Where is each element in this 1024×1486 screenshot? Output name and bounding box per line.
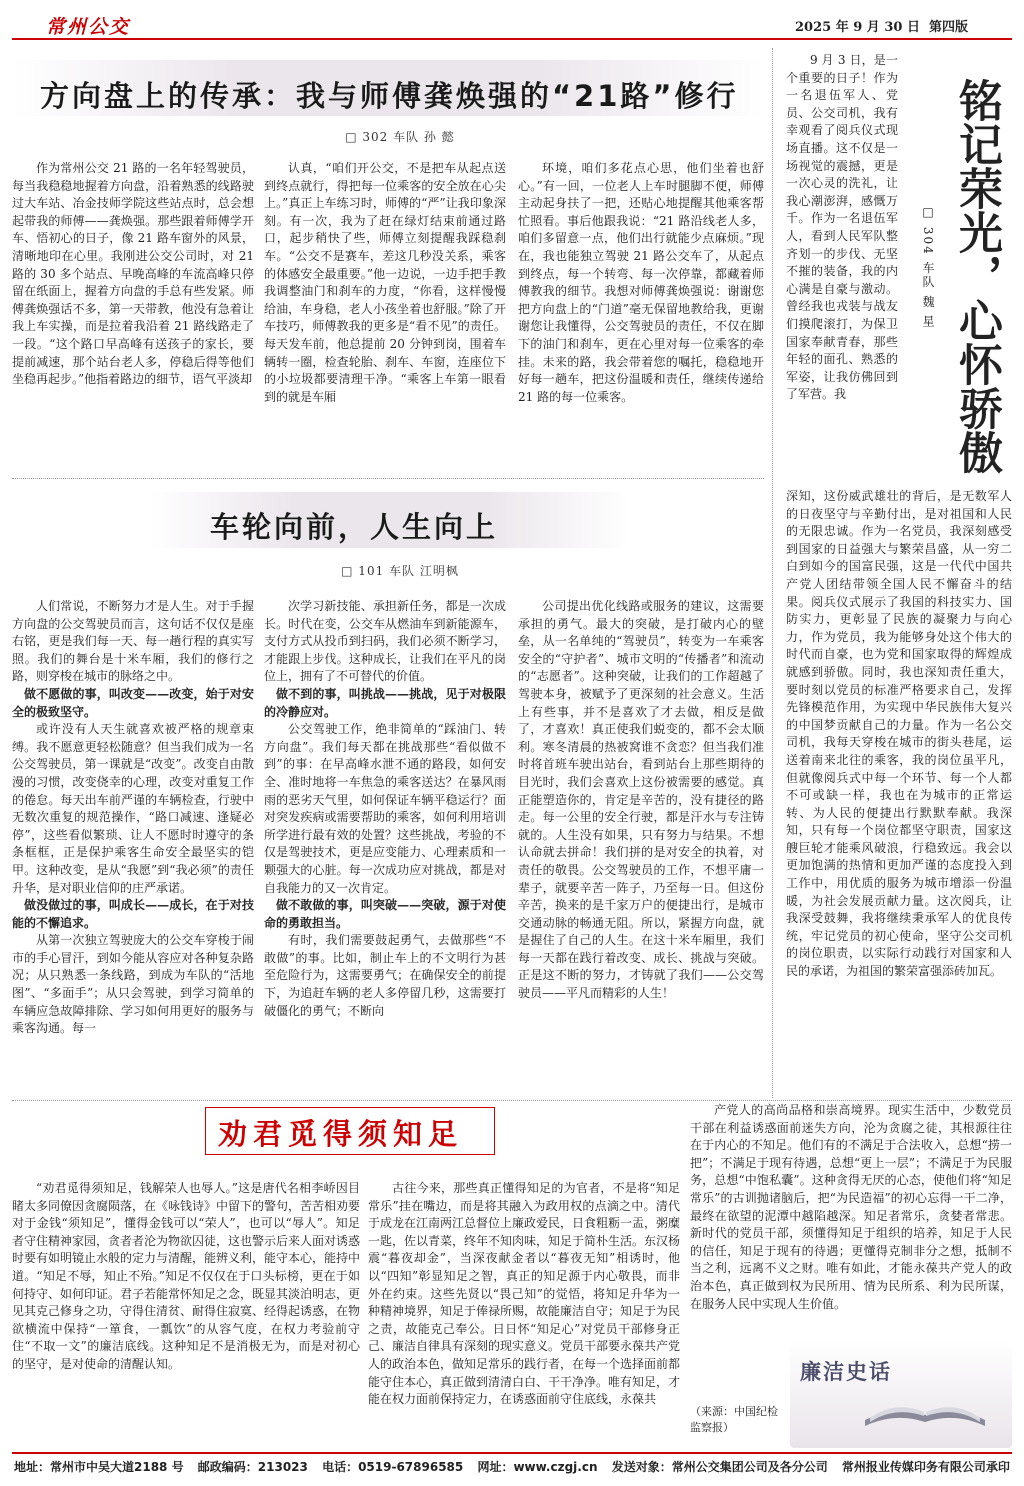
footer-distribution: 发送对象：常州公交集团公司及各分公司 <box>611 1460 828 1474</box>
article-2-title: 车轮向前，人生向上 <box>210 510 499 544</box>
badge-label: 廉洁史话 <box>800 1360 892 1384</box>
article-2-subhead-2: 做没做过的事，叫成长——成长，在于对技能的不懈追求。 <box>12 898 254 930</box>
article-2-col1-tail: 从第一次独立驾驶庞大的公交车穿梭于闹市的手心冒汗，到如今能从容应对各种复杂路况；从只熟悉一条线路，到成为车队的“活地图”、“多面手”；从只会驾驶，到学习简单的车辆应急故障排除、学习如何用更好的服务与乘客沟通。每一 <box>12 933 254 1036</box>
clean-history-badge <box>790 1340 1012 1448</box>
article-2-col1 <box>12 598 254 1092</box>
article-1-divider <box>12 478 764 479</box>
footer-rule <box>12 1452 1012 1454</box>
article-2-col2-tail: 有时，我们需要鼓起勇气，去做那些“不敢做”的事。比如，制止车上的不文明行为甚至危险行为，这需要勇气；在确保安全的前提下，为追赶车辆的老人多停留几秒，这需要打破僵化的勇气；不断向 <box>264 933 506 1018</box>
footer-website: 网址：www.czgj.cn <box>477 1460 598 1474</box>
footer-printer: 常州报业传媒印务有限公司承印 <box>841 1460 1010 1474</box>
page-number: 第四版 <box>929 20 969 35</box>
masthead-rule <box>12 38 1012 40</box>
article-1-col3: 环境，咱们多花点心思，他们坐着也舒心。”有一回，一位老人上车时腿脚不便，师傅主动起身扶了一把，还贴心地提醒其他乘客帮忙照看。事后他跟我说：“21 路沿线老人多，咱们多留意一点，他们出行就能少点麻烦。”现在，我也能独立驾驶 21 路公交车了，从起点到终点，每一个转弯、每一次停靠，都藏着师傅教我的细节。我想对师傅龚焕强说：谢谢您把方向盘上的“门道”毫无保留地教给我，更谢谢您让我懂得，公交驾驶员的责任，不仅在脚下的油门和刹车，更在心里对每一位乘客的牵挂。未来的路，我会带着您的嘱托，稳稳地开好每一趟车，把这份温暖和责任，继续传递给 21 路的每一位乘客。 <box>518 161 764 404</box>
article-2-col2-body: 公交驾驶工作，绝非简单的“踩油门、转方向盘”。我们每天都在挑战那些“看似做不到”的事：在早高峰水泄不通的路段，如何安全、准时地将一车焦急的乘客送达？在暴风雨雨的恶劣天气里，如何保证车辆平稳运行？面对突发疾病或需要帮助的乘客，如何利用培训所学进行最有效的处置？这些挑战，考验的不仅是驾驶技术，更是应变能力、心理素质和一颗强大的心脏。每一次成功应对挑战，都是对自我能力的又一次肯定。 <box>264 722 506 895</box>
article-1-col2: 认真，“咱们开公交，不是把车从起点送到终点就行，得把每一位乘客的安全放在心尖上。”真正上车练习时，师傅的“严”让我印象深刻。有一次，我为了赶在绿灯结束前通过路口，起步稍快了些，师傅立刻提醒我踩稳刹车。“公交不是赛车，差这几秒没关系，乘客的体感安全最重要。”他一边说，一边手把手教我调整油门和刹车的力度，“你看，这样慢慢给油，车身稳，老人小孩坐着也舒服。”除了开车技巧，师傅教我的更多是“看不见”的责任。每天发车前，他总提前 20 分钟到岗，围着车辆转一圈，检查轮胎、刹车、车窗，连座位下的小垃圾都要清理干净。“乘客上车第一眼看到的就是车厢 <box>264 161 506 404</box>
book-icon <box>860 1380 990 1430</box>
article-2-subhead-4: 做不敢做的事，叫突破——突破，源于对使命的勇敢担当。 <box>264 898 506 930</box>
article-1-byline: □ 302 车队 孙 懿 <box>345 130 455 144</box>
article-1-col1: 作为常州公交 21 路的一名年轻驾驶员，每当我稳稳地握着方向盘，沿着熟悉的线路驶过大车站、冶金技师学院这些站点时，总会想起带我的师傅——龚焕强。那些跟着师傅学开车、悟初心的日子，像 21 路车窗外的风景，清晰地印在心里。我刚进公交公司时，对 21 路的 30 多个站点、早晚高峰的车流高峰只停留在纸面上，握着方向盘的手总有些发紧。师傅龚焕强话不多，第一天带教，他没有急着让我上车实操，而是拉着我沿着 21 路线路走了一段。“这个路口早高峰有送孩子的家长，要提前减速，那个站台老人多，停稳后得等他们坐稳再起步。”他指着路边的细节，语气平淡却 <box>12 161 254 387</box>
article-2-col3: 公司提出优化线路或服务的建议，这需要承担的勇气。最大的突破，是打破内心的壁垒，从一名单纯的“驾驶员”，转变为一车乘客安全的“守护者”、城市文明的“传播者”和流动的“志愿者”。这种突破，让我们的工作超越了驾驶本身，被赋予了更深刻的社会意义。生活上有些事，并不是喜欢了才去做，相反是做了，才喜欢！真正使我们蜕变的，都不会太顺利。寒冬清晨的热被窝谁不贪恋？但当我们准时将首班车驶出站台，看到站台上那些期待的目光时，我们会喜欢上这份被需要的感觉。真正能塑造你的，肯定是辛苦的，没有捷径的路走。每一公里的安全行驶，都是汗水与专注铸就的。人生没有如果，只有努力与结果。不想认命就去拼命！我们拼的是对安全的执着，对责任的敬畏。公交驾驶员的工作，不想平庸一辈子，就要辛苦一阵子，乃至每一日。但这份辛苦，换来的是千家万户的便捷出行，是城市交通动脉的畅通无阻。所以，紧握方向盘，就是握住了自己的人生。在这十米车厢里，我们每一天都在践行着改变、成长、挑战与突破。正是这不断的努力，才铸就了我们——公交驾驶员——平凡而精彩的人生！ <box>518 599 764 1001</box>
footer-address: 地址：常州市中吴大道2188 号 <box>14 1460 184 1474</box>
article-2-col1-body: 或许没有人天生就喜欢被严格的规章束缚。我不愿意更轻松随意？但当我们成为一名公交驾驶员，第一课就是“改变”。改变自由散漫的习惯，改变侥幸的心理，改变对重复工作的倦怠。每天出车前严谨的车辆检查，行驶中无数次重复的规范操作，“路口减速、逢疑必停”，这些看似繁琐、让人不愿时时遵守的条条框框，正是保护乘客生命安全最坚实的铠甲。这种改变，是从“我愿”到“我必须”的责任升华，是对职业信仰的庄严承诺。 <box>12 722 254 895</box>
article-2-col2 <box>264 598 506 1092</box>
article-2-byline: □ 101 车队 江明枫 <box>341 564 459 578</box>
article-3-narrow: 9 月 3 日，是一个重要的日子！作为一名退伍军人、党员、公交司机，我有幸观看了阅兵仪式现场直播。这不仅是一场视觉的震撼，更是一次心灵的洗礼，让我心潮澎湃，感慨万千。作为一名退伍军人，看到人民军队整齐划一的步伐、无坚不摧的装备，我的内心满是自豪与激动。曾经我也戎装与战友们摸爬滚打，为保卫国家奉献青春，那些年轻的面孔、熟悉的军姿，让我仿佛回到了军营。我 <box>786 53 898 402</box>
article-4-title: 劝君觅得须知足 <box>218 1117 464 1151</box>
article-4-col2: 古往今来，那些真正懂得知足的为官者，不是将“知足常乐”挂在嘴边，而是将其融入为政用权的点滴之中。清代于成龙在江南两江总督位上廉政爱民，日食粗粝一盂，粥糜一匙，佐以青菜，终年不知肉味，知足于简朴生活。东汉杨震“暮夜却金”，当深夜献金者以“暮夜无知”相诱时，他以“四知”彰显知足之智，真正的知足源于内心敬畏，而非外在约束。这些先贤以“畏己知”的觉悟，将知足升华为一种精神境界，知足于俸禄所赐，故能廉洁自守；知足于为民之责，故能克己奉公。日日怀“知足心”对党员干部修身正己、廉洁自律具有深刻的现实意义。党员干部要永葆共产党人的政治本色，做知足常乐的践行者，在每一个选择面前都能守住本心，真正做到清清白白、干干净净。唯有知足，才能在权力面前保持定力，在诱惑面前守住底线，永葆共 <box>368 1181 680 1407</box>
footer-phone: 电话：0519-67896585 <box>322 1460 464 1474</box>
article-4-source: （来源：中国纪检监察报） <box>690 1405 778 1434</box>
article-2-subhead-3: 做不到的事，叫挑战——挑战，见于对极限的冷静应对。 <box>264 686 506 719</box>
footer <box>14 1458 1012 1480</box>
article-3-wide: 深知，这份威武雄壮的背后，是无数军人的日夜坚守与辛勤付出，是对祖国和人民的无限忠诚。作为一名党员，我深刻感受到国家的日益强大与繁荣昌盛，从一穷二白到如今的国富民强，这是一代代中国共产党人团结带领全国人民不懈奋斗的结果。阅兵仪式展示了我国的科技实力、国防实力，更彰显了民族的凝聚力与向心力，作为党员，我为能够身处这个伟大的时代而自豪，也为党和国家取得的辉煌成就感到骄傲。同时，我也深知责任重大，要时刻以党员的标准严格要求自己，发挥先锋模范作用，为实现中华民族伟大复兴的中国梦贡献自己的力量。作为一名公交司机，我每天穿梭在城市的街头巷尾，运送着南来北往的乘客，我的岗位虽平凡，但就像阅兵式中每一个环节、每一个人都不可或缺一样，我也在为城市的正常运转、为人民的便捷出行默默奉献。我深知，只有每一个岗位都坚守职责，国家这艘巨轮才能乘风破浪，行稳致远。我会以更加饱满的热情和更加严谨的态度投入到工作中，用优质的服务为城市增添一份温暖，为社会发展贡献力量。这次阅兵，让我深受鼓舞，我将继续秉承军人的优良传统，牢记党员的初心使命，坚守公交司机的岗位职责，以实际行动践行对国家和人民的承诺，为祖国的繁荣富强添砖加瓦。 <box>786 489 1012 979</box>
article-2-col1-intro: 人们常说，不断努力才是人生。对于手握方向盘的公交驾驶员而言，这句话不仅仅是座右铭，更是我们每一天、每一趟行程的真实写照。我们的舞台是十米车厢，我们的修行之路，则穿梭在城市的脉络之中。 <box>12 599 254 684</box>
article-1-title: 方向盘上的传承：我与师傅龚焕强的“21路”修行 <box>40 79 739 113</box>
issue-date: 2025 年 9 月 30 日 <box>795 20 920 35</box>
footer-postcode: 邮政编码：213023 <box>197 1460 308 1474</box>
article-2-subhead-1: 做不愿做的事，叫改变——改变，始于对安全的极致坚守。 <box>12 686 254 719</box>
article-3-title: 铭记荣光，心怀骄傲 <box>951 78 1002 474</box>
masthead <box>0 0 1024 42</box>
newspaper-logo: 常州公交 <box>46 16 131 38</box>
article-4-col1: “劝君觅得须知足，钱解荣人也辱人。”这是唐代名相李峤因目睹太多同僚因贪腐陨落，在《咏钱诗》中留下的警句，苦苦相劝要对于金钱“须知足”，懂得金钱可以“荣人”，也可以“辱人”。知足者守住精神家园，贪者者沦为物欲囚徒，这也警示后来人面对诱惑时要有如明镜止水般的定力与清醒，能辨义利，能守本心，能持中道。“知足不辱，知止不殆。”知足不仅仅在于口头标榜，更在于如何持守、如何印证。君子若能常怀知足之念，既显其淡泊明志，更见其克己修身之功，守得住清贫、耐得住寂寞、经得起诱惑，在物欲横流中保持“一箪食，一瓢饮”的从容气度，在权力考验前守住“不取一文”的廉洁底线。这种知足不是消极无为，而是对初心的坚守，是对使命的清醒认知。 <box>12 1181 360 1371</box>
article-4-col3: 产党人的高尚品格和崇高境界。现实生活中，少数党员干部在利益诱惑面前迷失方向，沦为贪腐之徒，其根源往往在于内心的不知足。他们有的不满足于合法收入，总想“捞一把”；不满足于现有待遇，总想“更上一层”；不满足于为民服务，总想“中饱私囊”。这种贪得无厌的心态，使他们将“知足常乐”的古训抛诸脑后，把“为民造福”的初心忘得一干二净，最终在欲望的泥潭中越陷越深。知足者常乐，贪婪者常悲。新时代的党员干部，须懂得知足于组织的培养，知足于人民的信任，知足于现有的待遇；更懂得克制非分之想，抵制不当之利，远离不义之财。唯有如此，才能永葆共产党人的政治本色，真正做到权为民所用、情为民所系、利为民所谋，在服务人民中实现人生价值。 <box>690 1103 1012 1311</box>
article-3-byline: □ 304 车队 魏 星 <box>921 205 935 330</box>
article-2-col2-intro: 次学习新技能、承担新任务，都是一次成长。时代在变，公交车从燃油车到新能源车，支付方式从投币到扫码，我们必须不断学习，才能跟上步伐。这种成长，让我们在平凡的岗位上，拥有了不可替代的价值。 <box>264 599 506 684</box>
article-4-divider <box>12 1100 1012 1101</box>
